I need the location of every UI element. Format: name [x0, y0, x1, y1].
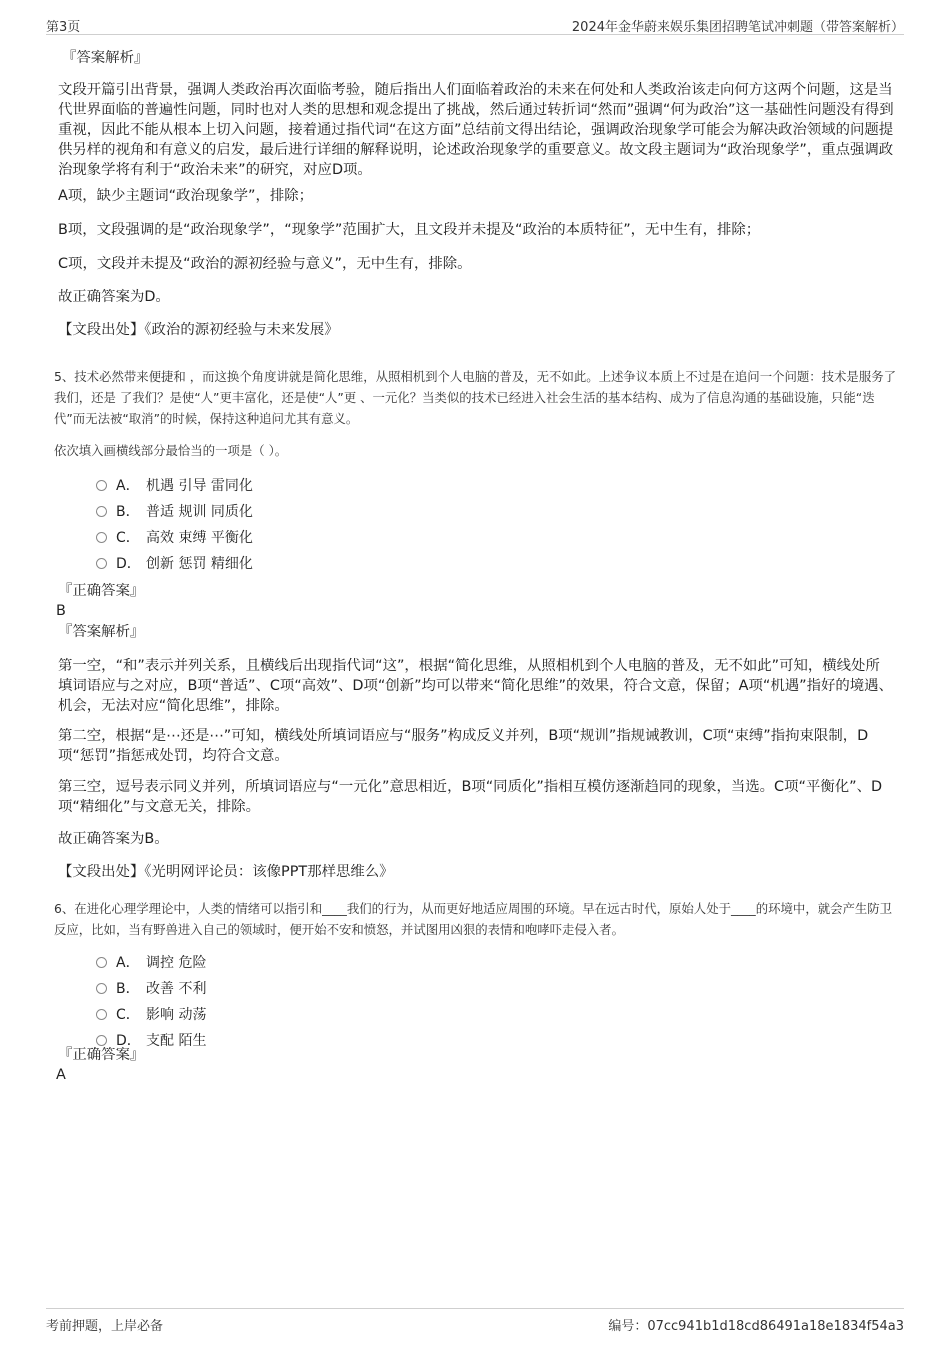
q6-option-b[interactable]: B． 改善 不利: [96, 979, 206, 999]
q6-question-text: 6、在进化心理学理论中，人类的情绪可以指引和____我们的行为，从而更好地适应周围的环境。早在远古时代，原始人处于____的环境中，就会产生防卫反应，比如，当有野兽进入自己的领域时，便开始不安和愤怒，并试图用凶狠的表情和咆哮吓走侵入者。: [54, 901, 893, 937]
q4-conclusion: 故正确答案为D。: [58, 289, 170, 305]
page-footer: [46, 1308, 904, 1337]
q6-option-d[interactable]: D． 支配 陌生: [96, 1031, 206, 1051]
q6-option-a[interactable]: A． 调控 危险: [96, 953, 206, 973]
q4-analysis-option-c: C项，文段并未提及“政治的源初经验与意义”，无中生有，排除。: [58, 256, 472, 272]
radio-icon[interactable]: [96, 532, 107, 543]
radio-icon[interactable]: [96, 480, 107, 491]
q4-analysis-label: 『答案解析』: [62, 50, 149, 66]
q5-prompt: 依次填入画横线部分最恰当的一项是（ ）。: [54, 443, 288, 458]
q5-analysis-label: 『答案解析』: [58, 624, 145, 640]
q6-answer: A: [56, 1067, 66, 1083]
q5-analysis-blank-3: 第三空，逗号表示同义并列，所填词语应与“一元化”意思相近，B项“同质化”指相互模仿逐渐趋同的现象，当选。C项“平衡化”、D项“精细化”与文意无关，排除。: [58, 779, 883, 815]
q5-option-c[interactable]: C． 高效 束缚 平衡化: [96, 528, 253, 548]
q5-conclusion: 故正确答案为B。: [58, 831, 169, 847]
q5-source: 【文段出处】《光明网评论员：该像PPT那样思维么》: [58, 864, 394, 880]
q4-source: 【文段出处】《政治的源初经验与未来发展》: [58, 322, 339, 338]
radio-icon[interactable]: [96, 506, 107, 517]
radio-icon[interactable]: [96, 983, 107, 994]
q6-option-c[interactable]: C． 影响 动荡: [96, 1005, 206, 1025]
radio-icon[interactable]: [96, 558, 107, 569]
q5-option-a[interactable]: A． 机遇 引导 雷同化: [96, 476, 253, 496]
document-title: 2024年金华蔚来娱乐集团招聘笔试冲刺题（带答案解析）: [571, 20, 904, 35]
q5-analysis-blank-2: 第二空，根据“是⋯还是⋯”可知，横线处所填词语应与“服务”构成反义并列，B项“规训”指规诫教训，C项“束缚”指拘束限制，D项“惩罚”指惩戒处罚，均符合文意。: [58, 728, 869, 764]
radio-icon[interactable]: [96, 957, 107, 968]
footer-slogan: 考前押题，上岸必备: [46, 1319, 164, 1334]
footer-code: 编号：07cc941b1d18cd86491a18e1834f54a3: [608, 1319, 904, 1334]
radio-icon[interactable]: [96, 1009, 107, 1020]
q5-answer: B: [56, 603, 66, 619]
page-number: 第3页: [46, 20, 81, 35]
q4-analysis-option-a: A项，缺少主题词“政治现象学”，排除；: [58, 188, 314, 204]
q5-option-d[interactable]: D． 创新 惩罚 精细化: [96, 554, 253, 574]
q4-analysis-paragraph: 文段开篇引出背景，强调人类政治再次面临考验，随后指出人们面临着政治的未来在何处和人类政治该走向何方这两个问题，这是当代世界面临的普遍性问题，同时也对人类的思想和观念提出了挑战，然后通过转折词“然而”强调“何为政治”这一基础性问题没有得到重视，因此不能从根本上切入问题，接着通过指代词“在这方面”总结前文得出结论，强调政治现象学可能会为解决政治领域的问题提供另样的视角和有意义的启发，最后进行详细的解释说明，论述政治现象学的重要意义。故文段主题词为“政治现象学”，重点强调政治现象学将有利于“政治未来”的研究，对应D项。: [58, 82, 894, 178]
page-header: [46, 14, 904, 35]
q5-question-text: 5、技术必然带来便捷和 ，而这换个角度讲就是简化思维，从照相机到个人电脑的普及，无不如此。上述争议本质上不过是在追问一个问题：技术是服务了我们，还是 了我们？是使“人”更丰富化，还是使“人”更 、一元化？当类似的技术已经进入社会生活的基本结构、成为了信息沟通的基础设施，只能“迭代”而无法被“取消”的时候，保持这种追问尤其有意义。: [54, 369, 896, 426]
q6-answer-label: 『正确答案』: [58, 1047, 145, 1063]
q5-option-b[interactable]: B． 普适 规训 同质化: [96, 502, 253, 522]
q5-answer-label: 『正确答案』: [58, 583, 145, 599]
q4-analysis-option-b: B项，文段强调的是“政治现象学”，“现象学”范围扩大，且文段并未提及“政治的本质特征”，无中生有，排除；: [58, 222, 761, 238]
q5-analysis-blank-1: 第一空，“和”表示并列关系，且横线后出现指代词“这”，根据“简化思维，从照相机到个人电脑的普及，无不如此”可知，横线处所填词语应与之对应，B项“普适”、C项“高效”、D项“创新”均可以带来“简化思维”的效果，符合文意，保留；A项“机遇”指好的境遇、机会，无法对应“简化思维”，排除。: [58, 658, 893, 714]
